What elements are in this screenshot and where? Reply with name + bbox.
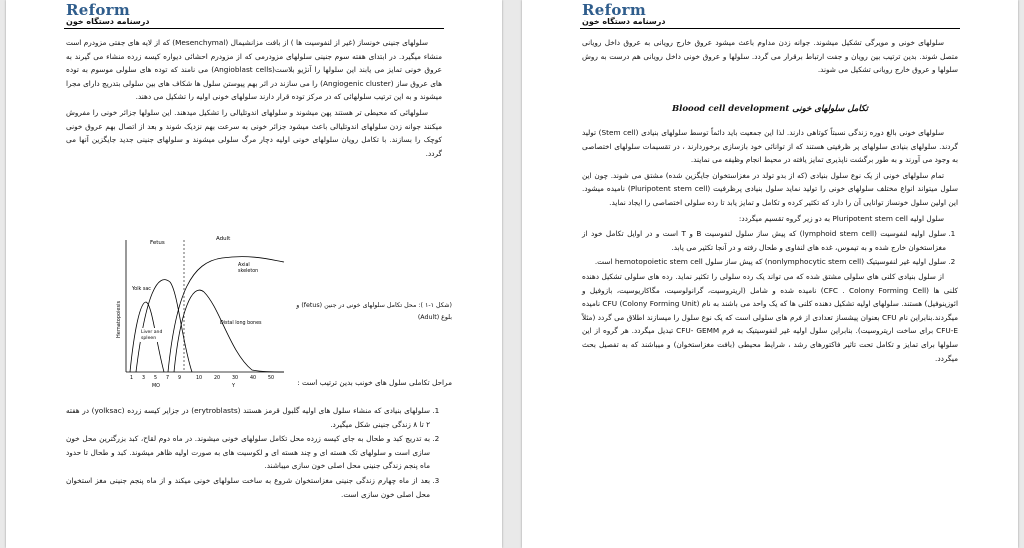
stages-list: [66, 404, 442, 502]
paragraph: سلول اولیه Pluripotent stem cell به دو زیر گروه تقسیم میگردد:: [738, 213, 944, 223]
axial-skeleton-curve: [168, 257, 284, 372]
x-tick-label: 5: [154, 376, 158, 381]
x-tick-label: 30: [232, 376, 239, 381]
right-page: [522, 0, 1018, 548]
x-unit-months: MO: [152, 384, 160, 389]
axial-skeleton-label: Axial skeleton: [238, 263, 259, 274]
x-tick-label: 7: [166, 376, 170, 381]
x-tick-label: 9: [178, 376, 182, 381]
x-unit-years: Y: [232, 384, 235, 389]
section-heading: تکامل سلولهای خونی Bloood cell development: [671, 104, 869, 114]
right-body-text: [582, 126, 958, 367]
x-tick-label: 3: [142, 376, 146, 381]
x-tick-label: 50: [268, 376, 275, 381]
list-item: 1. سلول اولیه لنفوسیت (lymphoid stem cell) که پیش ساز سلول لنفوسیت B و T است و در اوایل تکامل خود از مغزاستخوان خارج شده و به تیموس، غده های لنفاوی و طحال رفته و در آنجا تکثیر می یابد.: [582, 227, 946, 254]
left-page: [6, 0, 502, 548]
running-title: درسنامه دستگاه خون: [582, 17, 666, 26]
yolk-sac-label: Yolk sac: [132, 287, 151, 292]
distal-long-bones-curve: [174, 290, 284, 372]
y-axis-label: Hematopoiesis: [116, 300, 122, 338]
left-intro-text: [66, 36, 442, 162]
x-tick-label: 40: [250, 376, 257, 381]
adult-label: Adult: [216, 236, 231, 242]
hematopoiesis-chart: [112, 232, 288, 390]
figure-caption: (شکل ۱-۱ ): محل تکامل سلولهای خونی در جنین (fetus) و بلوغ (Adult): [296, 302, 452, 321]
x-tick-label: 20: [214, 376, 221, 381]
hematopoiesis-figure: [112, 232, 288, 390]
paragraph: سلولهای خونی و مویرگی تشکیل میشوند. جوانه زدن مداوم باعث میشود عروق خارج رویانی به عروق داخل رویانی متصل شوند. بدین ترتیب بین رویان و جفت ارتباط برقرار می گردد. سلولها و عروق خونی داخل رویانی هم درست به روش سلولها و عروق خارج رویانی تشکیل می شوند.: [582, 38, 958, 75]
liver-spleen-label: Liver and spleen: [141, 330, 163, 341]
paragraph: سلولهای جنینی خونساز (غیر از لنفوسیت ها ) از بافت مزانشیمال (Mesenchymal) که از لایه های جفتی مزودرم است منشاء میگیرد. در ابتدای هفته سوم جنینی سلولهای مزودرمی که از مزودرم احشائی دیواره کیسه زرده منشاء می گیرند به عروق خونی تمایز می یابند این سلولها را آنژیو بلاست(Angioblast cells) می نامند که توده های سلولی موسوم به توده های عروق ساز (Angiogenic cluster) را می سازند در اثر بهم پیوستن سلول ها شکاف های بین سلولی بتدریج دارای مجرا میشوند و به این ترتیب سلولهائی که در مرکز توده قرار دارند سلولهای خونی اولیه را تشکیل می دهند.: [66, 38, 442, 102]
header-rule: [580, 28, 960, 29]
reform-logo: Reform: [582, 1, 647, 19]
distal-long-bones-label: Distal long bones: [220, 321, 262, 326]
paragraph: از سلول بنیادی کلنی های سلولی مشتق شده که می تواند یک رده سلولی را تکثیر نماید. رده های سلولی تشکیل دهنده کلنی ها (CFC . Colony Forming Cell) نامیده شده و شامل (اریتروسیت، گرانولوسیت، مگاکاریوسیت، بازوفیل و ائوزینوفیل) هستند. سلولهای اولیه تشکیل دهنده کلنی ها که یک واحد می باشند به نام CFU (Colony Forming Unit) نامیده میگردند.بنابراین نام CFU بعنوان پیشساز تعدادی از فرم های سلولی است که یک نوع سلول را میسازند اطلاق می گردد (مثلاً CFU-E برای ساخت اریتروسیت). بنابراین سلول اولیه غیر لنفوسیتیک به فرم CFU- GEMM تبدیل میگردد. هر گروه از این سلولها برای تمایز و تکامل تحت تاثیر فاکتورهای رشد ، شرایط محیطی (بافت مغزاستخوان) و میباشند که به تفصیل بحث میگردد.: [582, 271, 959, 363]
header-rule: [64, 28, 444, 29]
x-tick-labels: [130, 375, 274, 381]
running-title: درسنامه دستگاه خون: [66, 17, 150, 26]
x-tick-label: 1: [130, 376, 134, 381]
list-item: 1. سلولهای بنیادی که منشاء سلول های اولیه گلبول قرمز هستند (erytroblasts) در جزایر کیسه زرده (yolksac) در هفته ۲ تا ۸ زندگی جنینی شکل میگیرد.: [66, 404, 430, 431]
stages-heading: مراحل تکاملی سلول های خونب بدین ترتیب است :: [297, 378, 452, 387]
list-item: 2. به تدریج کبد و طحال به جای کیسه زرده محل تکامل سلولهای خونی میشوند. در ماه دوم لقاح، کبد بزرگترین محل خون سازی است و سلولهای تک هسته ای و چند هسته ای و لکوسیت های به صورت اولیه ظاهر میشوند. کبد و طحال تا حدود ماه پنجم زندگی جنینی محل اصلی خون سازی میباشند.: [66, 432, 430, 473]
fetus-label: Fetus: [150, 240, 165, 246]
list-item: 3. بعد از ماه چهارم زندگی جنینی مغزاستخوان شروع به ساخت سلولهای خونی میکند و از ماه پنجم جنینی مغز استخوان محل اصلی خون سازی است.: [66, 474, 430, 501]
paragraph: تمام سلولهای خونی از یک نوع سلول بنیادی (که از بدو تولد در مغزاستخوان جایگزین شده) مشتق می شوند. چون این سلول میتواند انواع مختلف سلولهای خونی را تولید نماید سلول بنیادی پرظرفیت (Pluripotent stem cell) نامیده میشود. این اولین سلول خونساز توانایی آن را دارد که تکثیر کرده و تکامل و تمایز یابد تا رده سلولی اختصاصی را ایجاد نماید.: [582, 170, 959, 207]
paragraph: سلولهای خونی بالغ دوره زندگی نسبتاً کوتاهی دارند. لذا این جمعیت باید دائماً توسط سلولهای بنیادی (Stem cell) تولید گردند. سلولهای بنیادی سلولهای پر ظرفیتی هستند که از توانائی خود بازسازی برخوردارند ، در تقسیمات سلولهای اختصاصی به وجود می آورند و به طور برگشت ناپذیری تمایز یافته در محیط انجام وظیفه می نمایند.: [582, 128, 958, 165]
reform-logo: Reform: [66, 1, 131, 19]
right-intro-text: [582, 36, 958, 79]
list-item: 2. سلول اولیه غیر لنفوسیتیک (nonlymphocytic stem cell) که پیش ساز سلول hemotopoietic stem cell است.: [582, 255, 946, 269]
paragraph: سلولهائی که محیطی تر هستند پهن میشوند و سلولهای اندوتلیالی را تشکیل میدهند. این سلولها جزائر خونی را مفروش میکنند جوانه زدن سلولهای اندوتلیالی باعث میشود جزائر خونی به سرعت بهم نزدیک شوند و بعد از اتصال بهم عروق خونی کوچک را بسازند. با تکامل رویان سلولهای خونی اولیه دچار مرگ سلولی میشوند و سلولهای جنینی جدید جایگزین آنها می گردد.: [66, 107, 442, 158]
x-tick-label: 10: [196, 376, 203, 381]
